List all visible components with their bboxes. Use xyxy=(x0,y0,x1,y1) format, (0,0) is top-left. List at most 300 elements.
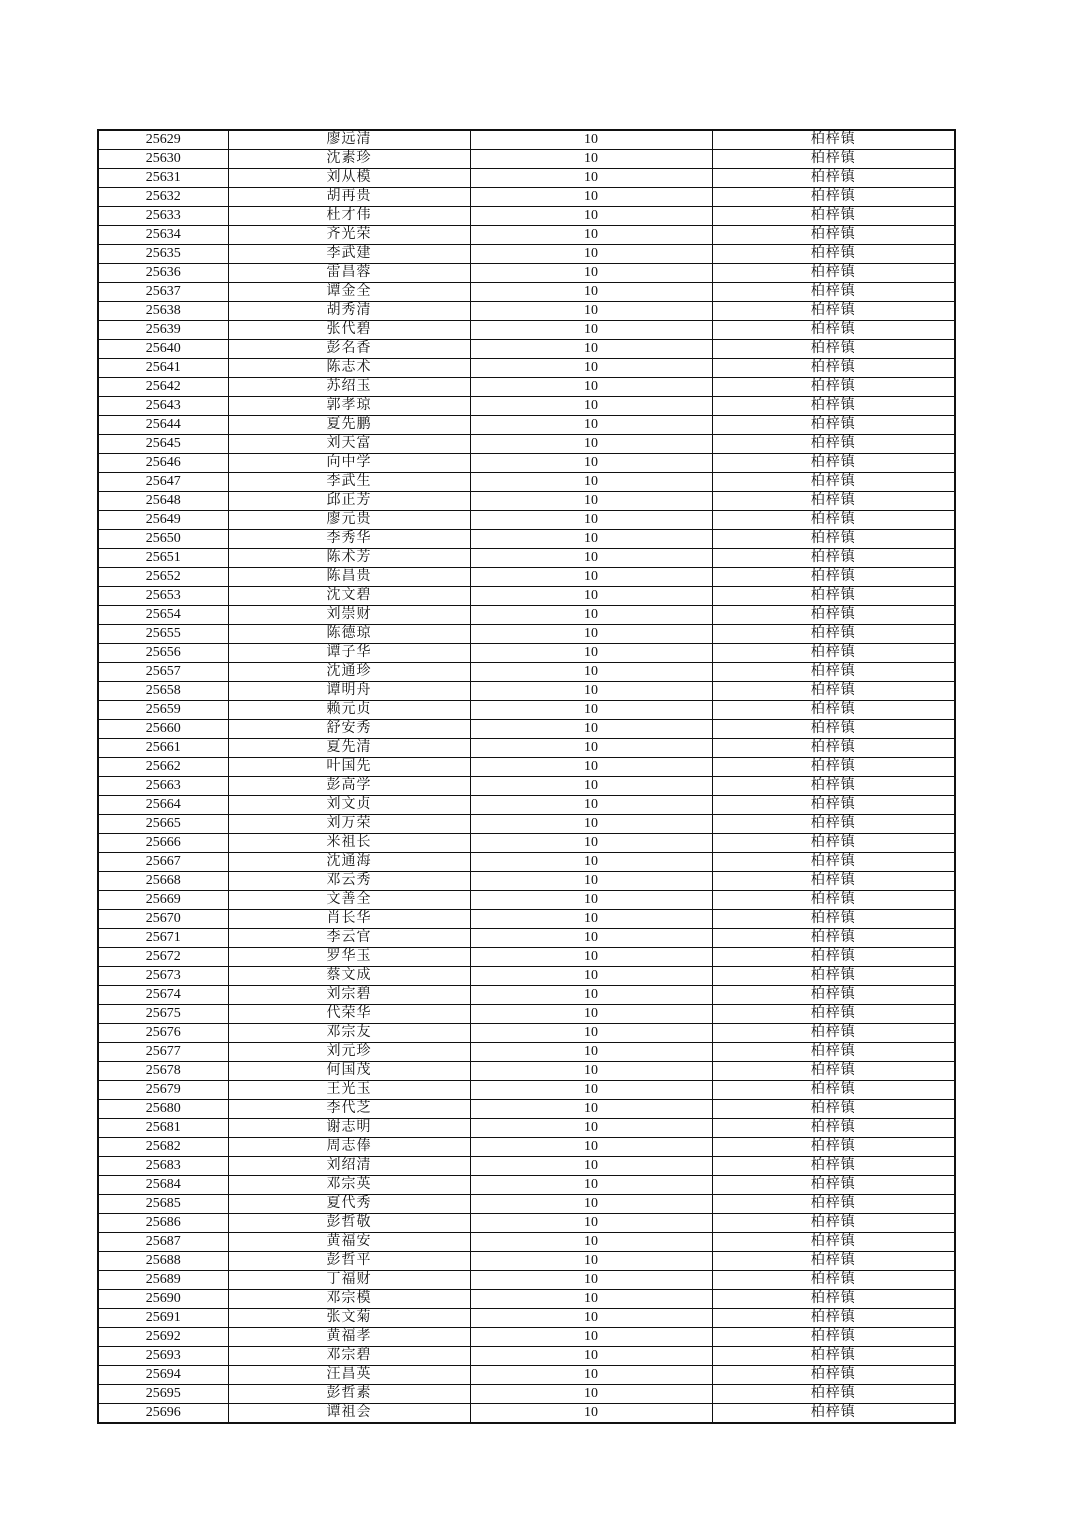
amount-cell: 10 xyxy=(470,321,712,340)
name-cell: 李代芝 xyxy=(228,1100,470,1119)
name-cell: 沈素珍 xyxy=(228,150,470,169)
row-id-cell: 25673 xyxy=(98,967,228,986)
table-row xyxy=(98,739,955,758)
row-id-cell: 25643 xyxy=(98,397,228,416)
amount-cell: 10 xyxy=(470,777,712,796)
town-cell: 柏梓镇 xyxy=(712,1366,955,1385)
row-id-cell: 25696 xyxy=(98,1404,228,1424)
table-row xyxy=(98,1347,955,1366)
row-id-cell: 25675 xyxy=(98,1005,228,1024)
row-id-cell: 25665 xyxy=(98,815,228,834)
town-cell: 柏梓镇 xyxy=(712,150,955,169)
town-cell: 柏梓镇 xyxy=(712,872,955,891)
row-id-cell: 25650 xyxy=(98,530,228,549)
amount-cell: 10 xyxy=(470,1309,712,1328)
table-row xyxy=(98,264,955,283)
name-cell: 郭孝琼 xyxy=(228,397,470,416)
amount-cell: 10 xyxy=(470,1176,712,1195)
amount-cell: 10 xyxy=(470,853,712,872)
town-cell: 柏梓镇 xyxy=(712,682,955,701)
name-cell: 刘绍清 xyxy=(228,1157,470,1176)
amount-cell: 10 xyxy=(470,416,712,435)
table-row xyxy=(98,682,955,701)
amount-cell: 10 xyxy=(470,549,712,568)
town-cell: 柏梓镇 xyxy=(712,1005,955,1024)
table-row xyxy=(98,359,955,378)
row-id-cell: 25659 xyxy=(98,701,228,720)
row-id-cell: 25631 xyxy=(98,169,228,188)
town-cell: 柏梓镇 xyxy=(712,701,955,720)
table-row xyxy=(98,1404,955,1424)
town-cell: 柏梓镇 xyxy=(712,1309,955,1328)
row-id-cell: 25664 xyxy=(98,796,228,815)
row-id-cell: 25683 xyxy=(98,1157,228,1176)
town-cell: 柏梓镇 xyxy=(712,568,955,587)
town-cell: 柏梓镇 xyxy=(712,1100,955,1119)
name-cell: 叶国先 xyxy=(228,758,470,777)
town-cell: 柏梓镇 xyxy=(712,815,955,834)
town-cell: 柏梓镇 xyxy=(712,910,955,929)
name-cell: 刘元珍 xyxy=(228,1043,470,1062)
table-row xyxy=(98,169,955,188)
name-cell: 张文菊 xyxy=(228,1309,470,1328)
town-cell: 柏梓镇 xyxy=(712,302,955,321)
row-id-cell: 25663 xyxy=(98,777,228,796)
name-cell: 刘宗碧 xyxy=(228,986,470,1005)
table-row xyxy=(98,1062,955,1081)
table-row xyxy=(98,1233,955,1252)
row-id-cell: 25636 xyxy=(98,264,228,283)
amount-cell: 10 xyxy=(470,530,712,549)
name-cell: 李云官 xyxy=(228,929,470,948)
name-cell: 雷昌蓉 xyxy=(228,264,470,283)
amount-cell: 10 xyxy=(470,1043,712,1062)
town-cell: 柏梓镇 xyxy=(712,1214,955,1233)
table-row xyxy=(98,1005,955,1024)
town-cell: 柏梓镇 xyxy=(712,1062,955,1081)
amount-cell: 10 xyxy=(470,1271,712,1290)
row-id-cell: 25680 xyxy=(98,1100,228,1119)
row-id-cell: 25651 xyxy=(98,549,228,568)
name-cell: 苏绍玉 xyxy=(228,378,470,397)
amount-cell: 10 xyxy=(470,1347,712,1366)
town-cell: 柏梓镇 xyxy=(712,1119,955,1138)
table-row xyxy=(98,929,955,948)
town-cell: 柏梓镇 xyxy=(712,948,955,967)
table-row xyxy=(98,1290,955,1309)
name-cell: 夏代秀 xyxy=(228,1195,470,1214)
town-cell: 柏梓镇 xyxy=(712,834,955,853)
town-cell: 柏梓镇 xyxy=(712,245,955,264)
row-id-cell: 25684 xyxy=(98,1176,228,1195)
row-id-cell: 25676 xyxy=(98,1024,228,1043)
amount-cell: 10 xyxy=(470,1024,712,1043)
name-cell: 廖远清 xyxy=(228,130,470,150)
amount-cell: 10 xyxy=(470,473,712,492)
town-cell: 柏梓镇 xyxy=(712,1347,955,1366)
amount-cell: 10 xyxy=(470,834,712,853)
table-row xyxy=(98,245,955,264)
name-cell: 刘万荣 xyxy=(228,815,470,834)
table-row xyxy=(98,1138,955,1157)
amount-cell: 10 xyxy=(470,1138,712,1157)
row-id-cell: 25662 xyxy=(98,758,228,777)
amount-cell: 10 xyxy=(470,1081,712,1100)
table-row xyxy=(98,644,955,663)
row-id-cell: 25668 xyxy=(98,872,228,891)
name-cell: 谢志明 xyxy=(228,1119,470,1138)
town-cell: 柏梓镇 xyxy=(712,226,955,245)
amount-cell: 10 xyxy=(470,910,712,929)
row-id-cell: 25657 xyxy=(98,663,228,682)
name-cell: 张代碧 xyxy=(228,321,470,340)
data-table xyxy=(97,129,956,1424)
amount-cell: 10 xyxy=(470,701,712,720)
town-cell: 柏梓镇 xyxy=(712,1233,955,1252)
row-id-cell: 25644 xyxy=(98,416,228,435)
row-id-cell: 25648 xyxy=(98,492,228,511)
table-row xyxy=(98,910,955,929)
town-cell: 柏梓镇 xyxy=(712,853,955,872)
town-cell: 柏梓镇 xyxy=(712,283,955,302)
table-row xyxy=(98,1309,955,1328)
name-cell: 陈德琼 xyxy=(228,625,470,644)
table-row xyxy=(98,967,955,986)
town-cell: 柏梓镇 xyxy=(712,1385,955,1404)
name-cell: 杜才伟 xyxy=(228,207,470,226)
town-cell: 柏梓镇 xyxy=(712,1328,955,1347)
name-cell: 彭哲平 xyxy=(228,1252,470,1271)
row-id-cell: 25630 xyxy=(98,150,228,169)
row-id-cell: 25629 xyxy=(98,130,228,150)
amount-cell: 10 xyxy=(470,454,712,473)
row-id-cell: 25635 xyxy=(98,245,228,264)
name-cell: 谭子华 xyxy=(228,644,470,663)
name-cell: 李秀华 xyxy=(228,530,470,549)
row-id-cell: 25640 xyxy=(98,340,228,359)
town-cell: 柏梓镇 xyxy=(712,720,955,739)
amount-cell: 10 xyxy=(470,359,712,378)
row-id-cell: 25682 xyxy=(98,1138,228,1157)
name-cell: 刘文贞 xyxy=(228,796,470,815)
row-id-cell: 25646 xyxy=(98,454,228,473)
table-row xyxy=(98,891,955,910)
town-cell: 柏梓镇 xyxy=(712,264,955,283)
amount-cell: 10 xyxy=(470,397,712,416)
name-cell: 谭金全 xyxy=(228,283,470,302)
row-id-cell: 25671 xyxy=(98,929,228,948)
table-row xyxy=(98,872,955,891)
town-cell: 柏梓镇 xyxy=(712,739,955,758)
table-body xyxy=(98,130,955,1423)
name-cell: 谭祖会 xyxy=(228,1404,470,1424)
town-cell: 柏梓镇 xyxy=(712,1081,955,1100)
name-cell: 何国茂 xyxy=(228,1062,470,1081)
row-id-cell: 25685 xyxy=(98,1195,228,1214)
row-id-cell: 25649 xyxy=(98,511,228,530)
name-cell: 齐光荣 xyxy=(228,226,470,245)
table-row xyxy=(98,283,955,302)
row-id-cell: 25689 xyxy=(98,1271,228,1290)
amount-cell: 10 xyxy=(470,948,712,967)
table-row xyxy=(98,663,955,682)
row-id-cell: 25686 xyxy=(98,1214,228,1233)
name-cell: 沈文碧 xyxy=(228,587,470,606)
amount-cell: 10 xyxy=(470,492,712,511)
row-id-cell: 25679 xyxy=(98,1081,228,1100)
table-row xyxy=(98,378,955,397)
amount-cell: 10 xyxy=(470,1328,712,1347)
table-row xyxy=(98,530,955,549)
town-cell: 柏梓镇 xyxy=(712,530,955,549)
amount-cell: 10 xyxy=(470,815,712,834)
table-row xyxy=(98,587,955,606)
town-cell: 柏梓镇 xyxy=(712,986,955,1005)
row-id-cell: 25691 xyxy=(98,1309,228,1328)
row-id-cell: 25634 xyxy=(98,226,228,245)
table-row xyxy=(98,606,955,625)
town-cell: 柏梓镇 xyxy=(712,929,955,948)
town-cell: 柏梓镇 xyxy=(712,1043,955,1062)
name-cell: 夏先清 xyxy=(228,739,470,758)
amount-cell: 10 xyxy=(470,435,712,454)
name-cell: 罗华玉 xyxy=(228,948,470,967)
town-cell: 柏梓镇 xyxy=(712,1271,955,1290)
table-row xyxy=(98,207,955,226)
amount-cell: 10 xyxy=(470,1195,712,1214)
table-row xyxy=(98,1214,955,1233)
amount-cell: 10 xyxy=(470,682,712,701)
name-cell: 黄福安 xyxy=(228,1233,470,1252)
name-cell: 向中学 xyxy=(228,454,470,473)
amount-cell: 10 xyxy=(470,1252,712,1271)
name-cell: 彭哲敬 xyxy=(228,1214,470,1233)
row-id-cell: 25666 xyxy=(98,834,228,853)
town-cell: 柏梓镇 xyxy=(712,967,955,986)
row-id-cell: 25658 xyxy=(98,682,228,701)
row-id-cell: 25639 xyxy=(98,321,228,340)
amount-cell: 10 xyxy=(470,929,712,948)
amount-cell: 10 xyxy=(470,606,712,625)
town-cell: 柏梓镇 xyxy=(712,207,955,226)
table-row xyxy=(98,1385,955,1404)
name-cell: 李武建 xyxy=(228,245,470,264)
table-row xyxy=(98,150,955,169)
table-row xyxy=(98,1024,955,1043)
town-cell: 柏梓镇 xyxy=(712,1024,955,1043)
name-cell: 代荣华 xyxy=(228,1005,470,1024)
amount-cell: 10 xyxy=(470,1290,712,1309)
row-id-cell: 25693 xyxy=(98,1347,228,1366)
amount-cell: 10 xyxy=(470,1366,712,1385)
row-id-cell: 25638 xyxy=(98,302,228,321)
row-id-cell: 25692 xyxy=(98,1328,228,1347)
town-cell: 柏梓镇 xyxy=(712,758,955,777)
row-id-cell: 25655 xyxy=(98,625,228,644)
town-cell: 柏梓镇 xyxy=(712,663,955,682)
name-cell: 丁福财 xyxy=(228,1271,470,1290)
amount-cell: 10 xyxy=(470,891,712,910)
town-cell: 柏梓镇 xyxy=(712,188,955,207)
name-cell: 李武生 xyxy=(228,473,470,492)
amount-cell: 10 xyxy=(470,130,712,150)
row-id-cell: 25688 xyxy=(98,1252,228,1271)
table-row xyxy=(98,720,955,739)
name-cell: 谭明舟 xyxy=(228,682,470,701)
name-cell: 沈通珍 xyxy=(228,663,470,682)
name-cell: 周志俸 xyxy=(228,1138,470,1157)
name-cell: 夏先鹏 xyxy=(228,416,470,435)
name-cell: 刘崇财 xyxy=(228,606,470,625)
town-cell: 柏梓镇 xyxy=(712,625,955,644)
row-id-cell: 25694 xyxy=(98,1366,228,1385)
town-cell: 柏梓镇 xyxy=(712,435,955,454)
row-id-cell: 25652 xyxy=(98,568,228,587)
amount-cell: 10 xyxy=(470,758,712,777)
name-cell: 米祖长 xyxy=(228,834,470,853)
amount-cell: 10 xyxy=(470,1062,712,1081)
table-row xyxy=(98,625,955,644)
amount-cell: 10 xyxy=(470,1005,712,1024)
amount-cell: 10 xyxy=(470,1119,712,1138)
table-row xyxy=(98,1100,955,1119)
row-id-cell: 25674 xyxy=(98,986,228,1005)
amount-cell: 10 xyxy=(470,188,712,207)
table-row xyxy=(98,1195,955,1214)
row-id-cell: 25670 xyxy=(98,910,228,929)
name-cell: 赖元贞 xyxy=(228,701,470,720)
row-id-cell: 25690 xyxy=(98,1290,228,1309)
table-row xyxy=(98,948,955,967)
name-cell: 汪昌英 xyxy=(228,1366,470,1385)
table-row xyxy=(98,511,955,530)
amount-cell: 10 xyxy=(470,511,712,530)
town-cell: 柏梓镇 xyxy=(712,492,955,511)
name-cell: 彭名香 xyxy=(228,340,470,359)
row-id-cell: 25677 xyxy=(98,1043,228,1062)
row-id-cell: 25656 xyxy=(98,644,228,663)
table-row xyxy=(98,796,955,815)
town-cell: 柏梓镇 xyxy=(712,378,955,397)
amount-cell: 10 xyxy=(470,587,712,606)
amount-cell: 10 xyxy=(470,568,712,587)
town-cell: 柏梓镇 xyxy=(712,1138,955,1157)
table-row xyxy=(98,1328,955,1347)
town-cell: 柏梓镇 xyxy=(712,1176,955,1195)
table-row xyxy=(98,226,955,245)
town-cell: 柏梓镇 xyxy=(712,321,955,340)
amount-cell: 10 xyxy=(470,302,712,321)
name-cell: 陈志术 xyxy=(228,359,470,378)
amount-cell: 10 xyxy=(470,1404,712,1424)
table-row xyxy=(98,454,955,473)
table-row xyxy=(98,492,955,511)
table-row xyxy=(98,416,955,435)
name-cell: 邱正芳 xyxy=(228,492,470,511)
amount-cell: 10 xyxy=(470,1157,712,1176)
name-cell: 舒安秀 xyxy=(228,720,470,739)
town-cell: 柏梓镇 xyxy=(712,549,955,568)
town-cell: 柏梓镇 xyxy=(712,340,955,359)
amount-cell: 10 xyxy=(470,986,712,1005)
table-row xyxy=(98,130,955,150)
amount-cell: 10 xyxy=(470,1214,712,1233)
table-row xyxy=(98,1252,955,1271)
table-row xyxy=(98,435,955,454)
name-cell: 彭高学 xyxy=(228,777,470,796)
name-cell: 邓宗碧 xyxy=(228,1347,470,1366)
row-id-cell: 25672 xyxy=(98,948,228,967)
table-row xyxy=(98,815,955,834)
row-id-cell: 25647 xyxy=(98,473,228,492)
row-id-cell: 25669 xyxy=(98,891,228,910)
row-id-cell: 25641 xyxy=(98,359,228,378)
table-row xyxy=(98,321,955,340)
town-cell: 柏梓镇 xyxy=(712,587,955,606)
amount-cell: 10 xyxy=(470,264,712,283)
amount-cell: 10 xyxy=(470,150,712,169)
row-id-cell: 25653 xyxy=(98,587,228,606)
amount-cell: 10 xyxy=(470,644,712,663)
amount-cell: 10 xyxy=(470,283,712,302)
table-row xyxy=(98,986,955,1005)
name-cell: 胡秀清 xyxy=(228,302,470,321)
amount-cell: 10 xyxy=(470,1233,712,1252)
town-cell: 柏梓镇 xyxy=(712,891,955,910)
name-cell: 黄福孝 xyxy=(228,1328,470,1347)
town-cell: 柏梓镇 xyxy=(712,511,955,530)
table-row xyxy=(98,473,955,492)
name-cell: 邓云秀 xyxy=(228,872,470,891)
name-cell: 沈通海 xyxy=(228,853,470,872)
amount-cell: 10 xyxy=(470,1385,712,1404)
table-row xyxy=(98,701,955,720)
table-row xyxy=(98,1119,955,1138)
amount-cell: 10 xyxy=(470,967,712,986)
name-cell: 文善全 xyxy=(228,891,470,910)
row-id-cell: 25661 xyxy=(98,739,228,758)
amount-cell: 10 xyxy=(470,1100,712,1119)
amount-cell: 10 xyxy=(470,739,712,758)
row-id-cell: 25695 xyxy=(98,1385,228,1404)
table-row xyxy=(98,568,955,587)
amount-cell: 10 xyxy=(470,625,712,644)
town-cell: 柏梓镇 xyxy=(712,454,955,473)
amount-cell: 10 xyxy=(470,378,712,397)
amount-cell: 10 xyxy=(470,245,712,264)
table-row xyxy=(98,1271,955,1290)
name-cell: 邓宗友 xyxy=(228,1024,470,1043)
table-row xyxy=(98,188,955,207)
town-cell: 柏梓镇 xyxy=(712,359,955,378)
name-cell: 彭哲素 xyxy=(228,1385,470,1404)
row-id-cell: 25687 xyxy=(98,1233,228,1252)
table-row xyxy=(98,397,955,416)
name-cell: 陈术芳 xyxy=(228,549,470,568)
town-cell: 柏梓镇 xyxy=(810,1405,856,1420)
name-cell: 廖元贵 xyxy=(228,511,470,530)
amount-cell: 10 xyxy=(470,796,712,815)
town-cell: 柏梓镇 xyxy=(712,1290,955,1309)
row-id-cell: 25660 xyxy=(98,720,228,739)
name-cell: 刘从模 xyxy=(228,169,470,188)
table-row xyxy=(98,853,955,872)
table-row xyxy=(98,1366,955,1385)
table-row xyxy=(98,302,955,321)
table-row xyxy=(98,1043,955,1062)
town-cell: 柏梓镇 xyxy=(712,1252,955,1271)
amount-cell: 10 xyxy=(470,169,712,188)
